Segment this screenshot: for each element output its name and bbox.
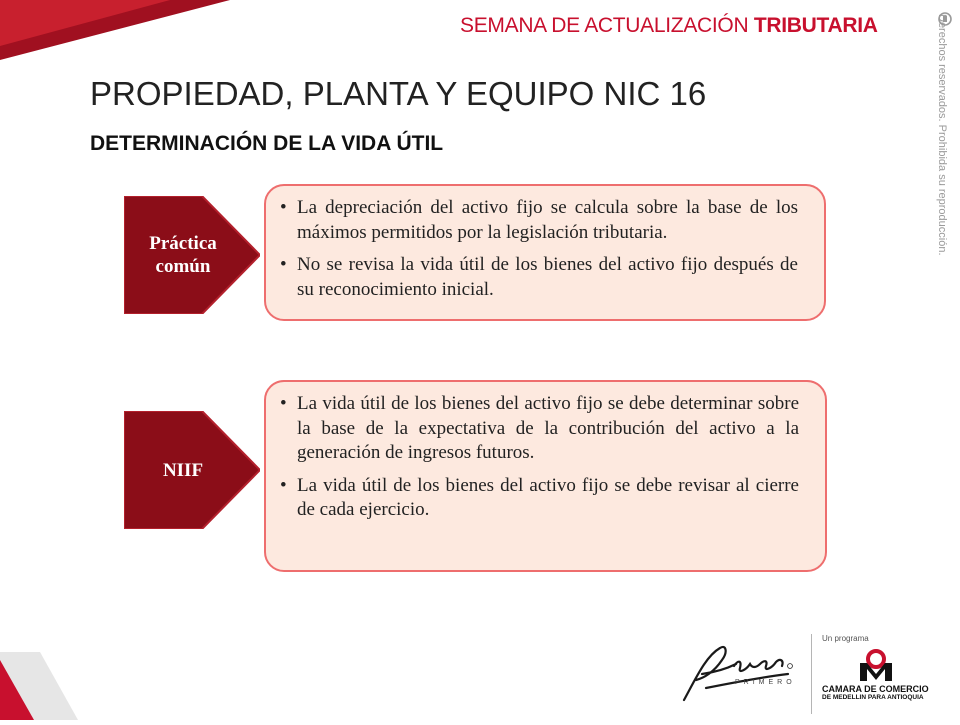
bullet-text: La vida útil de los bienes del activo fijo se debe revisar al cierre de cada ejercicio. [297,474,799,520]
bullet-icon: • [280,254,287,275]
bullet-text: La vida útil de los bienes del activo fijo se debe determinar sobre la base de la expectativa de la contribución del activo a la generación de ingresos futuros. [297,393,799,463]
banner-part-2: TRIBUTARIA [753,14,878,37]
slide-subtitle: DETERMINACIÓN DE LA VIDA ÚTIL [90,132,444,155]
chevron-label: NIIF [162,459,204,481]
chamber-name: CAMARA DE COMERCIO [822,684,929,694]
chevron-practica-comun [124,196,260,314]
copyright-note [930,14,952,304]
chamber-logo-icon [858,648,894,682]
slide-title: PROPIEDAD, PLANTA Y EQUIPO NIC 16 [90,75,707,112]
footer-divider [811,634,812,714]
bullet-item [280,392,799,466]
bullet-item [280,196,798,245]
chamber-subtitle: DE MEDELLIN PARA ANTIOQUIA [822,694,924,701]
signature-caption: PRIMERO [735,679,796,686]
event-banner [460,14,890,46]
bullet-item [280,474,799,523]
copyright-note-text: Derechos reservados. Prohibida su reproducción. [936,14,948,256]
afiliado-signature-logo [676,638,800,708]
chevron-niif [124,411,260,529]
bullet-text: No se revisa la vida útil de los bienes del activo fijo después de su reconocimiento inicial. [297,254,798,300]
banner-part-1: SEMANA DE ACTUALIZACIÓN [460,14,754,37]
bullet-text: La depreciación del activo fijo se calcula sobre la base de los máximos permitidos por la legislación tributaria. [297,197,798,243]
program-label: Un programa [822,634,869,643]
bullet-icon: • [280,474,287,496]
bullet-box-practica-comun [264,184,826,321]
bullet-item [280,253,798,302]
chevron-label: Práctica común [149,233,217,277]
corner-decoration-top-left-inner [0,0,170,46]
bullet-icon: • [280,197,287,218]
bullet-icon: • [280,393,287,414]
corner-decoration-bottom-left [0,652,80,720]
bullet-box-niif [264,380,827,572]
